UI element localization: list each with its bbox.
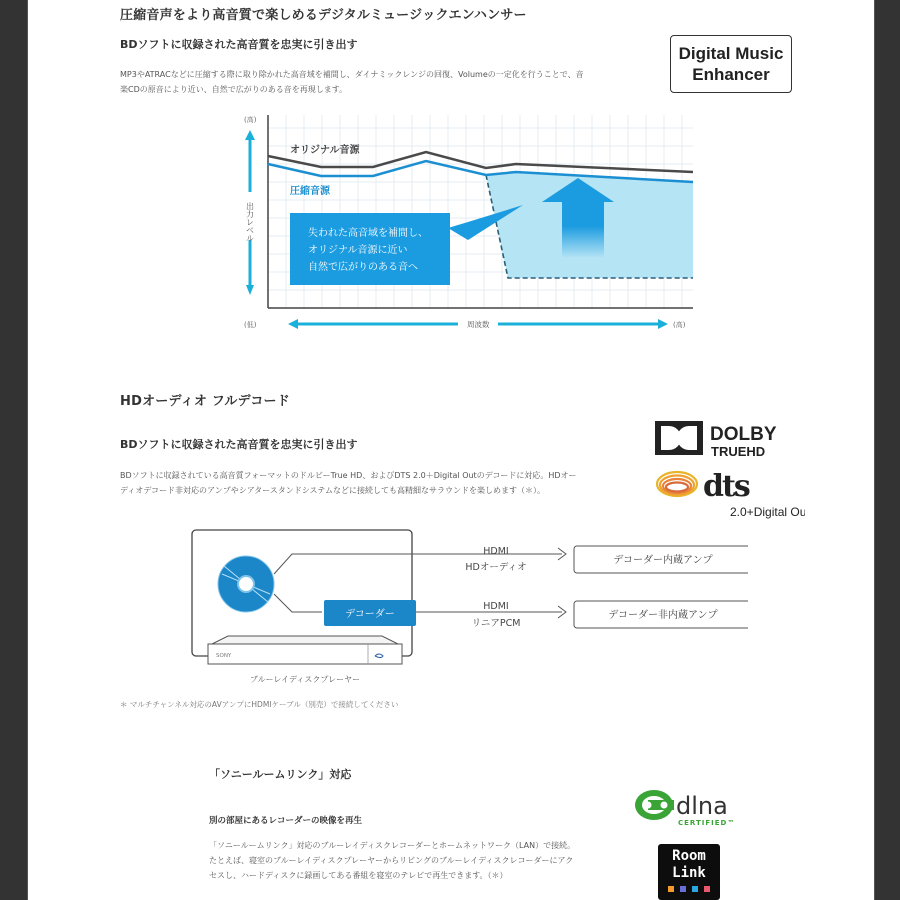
roomlink-line2: Link [672, 865, 706, 881]
roomlink-dot [668, 886, 674, 892]
section3-body-line3: セスし、ハードディスクに録画してある番組を寝室のテレビで再生できます。（＊） [209, 871, 508, 880]
player-brand: SONY [216, 653, 232, 659]
route2-bottom-label: リニアPCM [471, 618, 521, 629]
dme-logo-line2: Enhancer [692, 65, 770, 84]
callout-line3: 自然で広がりのある音へ [308, 262, 418, 273]
chart-svg [218, 110, 698, 340]
dlna-certified-text: CERTIFIED™ [678, 819, 736, 827]
section3-body-line1: 「ソニールームリンク」対応のブルーレイディスクレコーダーとホームネットワーク（LAN）で接続。 [209, 841, 576, 850]
truehd-text: TRUEHD [711, 444, 766, 459]
section3-body-line2: たとえば、寝室のブルーレイディスクプレーヤーからリビングのブルーレイディスクレコーダーにアク [209, 856, 574, 865]
section2-body-line2: ディオデコード非対応のアンプやシアタースタンドシステムなどに接続しても高精細なサラウンドを楽しめます（＊）。 [120, 486, 545, 495]
section1-body-line2: 楽CDの原音により近い、自然で広がりのある音を再現します。 [120, 85, 348, 94]
section3-body [209, 838, 575, 883]
section2-subtitle: BDソフトに収録された高音質を忠実に引き出す [120, 438, 358, 451]
section1-body [120, 67, 584, 97]
section2-body [120, 468, 577, 498]
roomlink-color-dots [658, 886, 720, 892]
y-axis-label: 出力レベル [245, 202, 255, 242]
room-link-logo [658, 844, 720, 900]
y-high-label: (高) [244, 116, 257, 124]
hd-audio-connection-diagram [188, 528, 748, 690]
bluray-player-icon [208, 636, 402, 664]
dme-logo-line1: Digital Music [678, 44, 784, 63]
dts-logo [655, 466, 805, 521]
product-page [27, 0, 875, 900]
x-high-label: (高) [673, 321, 686, 329]
section2-footnote: ＊ マルチチャンネル対応のAVアンプにHDMIケーブル（別売）で接続してください [120, 700, 399, 709]
section1-subtitle: BDソフトに収録された高音質を忠実に引き出す [120, 38, 358, 51]
digital-music-enhancer-logo [670, 35, 792, 93]
dest1-label: デコーダー内蔵アンプ [613, 555, 713, 566]
roomlink-line1: Room [672, 848, 706, 864]
disc-icon [218, 556, 274, 612]
callout-line1: 失われた高音域を補間し、 [308, 228, 428, 239]
callout-line2: オリジナル音源に近い [308, 245, 408, 256]
dlna-icon [632, 788, 752, 828]
roomlink-dot [704, 886, 710, 892]
roomlink-dot [680, 886, 686, 892]
decoder-label: デコーダー [345, 609, 395, 620]
dts-subtitle: 2.0+Digital Out [730, 505, 805, 519]
section3-subtitle: 別の部屋にあるレコーダーの映像を再生 [209, 816, 363, 826]
x-axis-label: 周波数 [467, 320, 490, 329]
x-low-label: (低) [244, 321, 257, 329]
legend-compressed: 圧縮音源 [290, 186, 330, 197]
player-caption: ブルーレイディスクプレーヤー [249, 675, 361, 684]
section1-title: 圧縮音声をより高音質で楽しめるデジタルミュージックエンハンサー [120, 8, 527, 23]
diagram-svg [188, 528, 748, 690]
dlna-text: dlna [676, 792, 728, 820]
dest2-label: デコーダー非内蔵アンプ [608, 610, 718, 621]
section3-title: 「ソニールームリンク」対応 [209, 768, 352, 781]
legend-original: オリジナル音源 [290, 145, 360, 156]
dts-text: dts [703, 469, 749, 504]
route1-bottom-label: HDオーディオ [465, 562, 527, 573]
route2-top-label: HDMI [483, 601, 509, 612]
dlna-certified-logo [632, 788, 752, 828]
dolby-text: DOLBY [710, 424, 777, 445]
roomlink-dot [692, 886, 698, 892]
dme-frequency-chart [218, 110, 698, 340]
section2-body-line1: BDソフトに収録されている高音質フォーマットのドルビーTrue HD、およびDTS 2.0＋Digital Outのデコードに対応。HDオー [120, 471, 577, 480]
section2-title: HDオーディオ フルデコード [120, 394, 290, 409]
route1-top-label: HDMI [483, 546, 509, 557]
dts-rings-icon [655, 466, 805, 521]
dolby-double-d-icon [655, 418, 805, 460]
dolby-truehd-logo [655, 418, 805, 460]
section1-body-line1: MP3やATRACなどに圧縮する際に取り除かれた高音域を補間し、ダイナミックレンジの回復、Volumeの一定化を行うことで、音 [120, 70, 584, 79]
